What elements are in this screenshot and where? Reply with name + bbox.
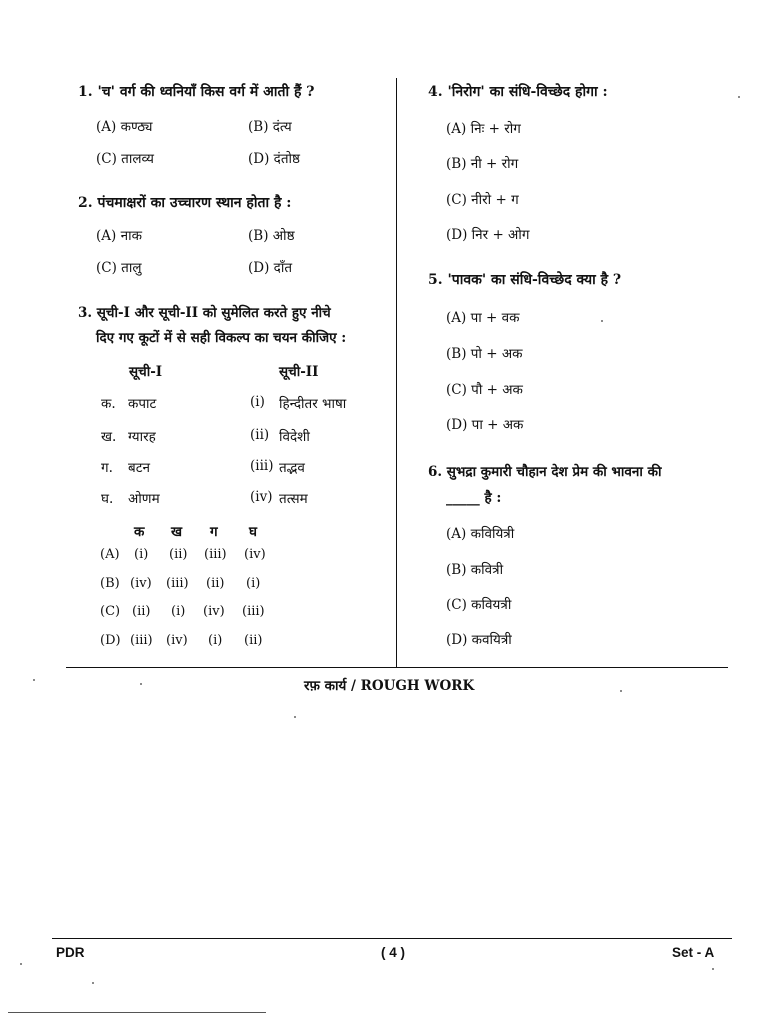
question-2-option-c[interactable] bbox=[96, 258, 142, 276]
option-text: नाक bbox=[120, 228, 142, 244]
code-value: (ii) bbox=[206, 576, 225, 591]
code-value: (iii) bbox=[130, 633, 153, 648]
question-6-option-a[interactable] bbox=[446, 524, 514, 542]
rough-work-heading: रफ़ कार्य / ROUGH WORK bbox=[304, 678, 475, 694]
option-text: कवियित्री bbox=[470, 526, 515, 542]
scan-speck bbox=[20, 963, 22, 965]
list-1-item-3: बटन bbox=[128, 460, 151, 476]
list-2-item-4: तत्सम bbox=[279, 491, 308, 507]
code-value: (iv) bbox=[166, 633, 188, 648]
option-text: पौ + अक bbox=[471, 382, 523, 398]
code-label: (A) bbox=[100, 547, 120, 562]
question-6-text-line2: _____ है : bbox=[446, 490, 502, 506]
option-label: (B) bbox=[446, 156, 467, 172]
option-text: निः + रोग bbox=[470, 121, 521, 137]
question-3-text-line2: दिए गए कूटों में से सही विकल्प का चयन कीजिए : bbox=[96, 330, 347, 346]
footer-rule bbox=[52, 938, 732, 939]
option-text: पा + अक bbox=[471, 417, 524, 433]
question-2-text: 2. पंचमाक्षरों का उच्चारण स्थान होता है : bbox=[78, 195, 292, 211]
list-2-key-4: (iv) bbox=[250, 489, 273, 505]
list-1-item-4: ओणम bbox=[128, 491, 160, 507]
question-4-text: 4. 'निरोग' का संधि-विच्छेद होगा : bbox=[428, 84, 608, 100]
question-1-option-c[interactable] bbox=[96, 149, 154, 167]
question-5-text: 5. 'पावक' का संधि-विच्छेद क्या है ? bbox=[428, 272, 622, 288]
code-value: (iii) bbox=[204, 547, 227, 562]
code-value: (iv) bbox=[130, 576, 152, 591]
code-value: (iii) bbox=[242, 604, 265, 619]
option-label: (D) bbox=[446, 632, 468, 648]
question-1-text: 1. 'च' वर्ग की ध्वनियाँ किस वर्ग में आती हैं ? bbox=[78, 84, 315, 100]
option-label: (D) bbox=[446, 227, 468, 243]
question-1-option-d[interactable] bbox=[248, 149, 300, 167]
question-4-option-b[interactable] bbox=[446, 154, 518, 172]
option-label: (C) bbox=[96, 260, 117, 276]
question-5-option-c[interactable] bbox=[446, 380, 523, 398]
option-label: (D) bbox=[248, 151, 270, 167]
question-6-option-c[interactable] bbox=[446, 595, 511, 613]
list-1-key-4: घ. bbox=[101, 491, 114, 507]
option-text: कण्ठ्य bbox=[120, 119, 153, 135]
option-text: दंत्य bbox=[272, 119, 292, 135]
code-value: (i) bbox=[246, 576, 261, 591]
content-bottom-rule bbox=[66, 667, 728, 668]
list-1-key-1: क. bbox=[101, 396, 116, 412]
option-text: पा + वक bbox=[470, 310, 520, 326]
option-text: कवयित्री bbox=[471, 632, 512, 648]
question-4-option-d[interactable] bbox=[446, 225, 529, 243]
bottom-edge-line bbox=[8, 1012, 266, 1013]
option-text: दंतोष्ठ bbox=[273, 151, 300, 167]
option-label: (A) bbox=[96, 228, 117, 244]
page-number: ( 4 ) bbox=[381, 945, 406, 960]
list-2-item-3: तद्भव bbox=[279, 460, 305, 476]
question-5-option-d[interactable] bbox=[446, 415, 523, 433]
list-2-item-1: हिन्दीतर भाषा bbox=[279, 396, 347, 412]
code-header-1: क bbox=[134, 524, 145, 540]
question-2-option-b[interactable] bbox=[248, 226, 295, 244]
option-label: (A) bbox=[446, 526, 467, 542]
set-label: Set - A bbox=[672, 945, 715, 960]
question-5-option-a[interactable] bbox=[446, 308, 520, 326]
option-label: (B) bbox=[248, 228, 269, 244]
code-label: (C) bbox=[100, 604, 121, 619]
option-text: ओष्ठ bbox=[272, 228, 295, 244]
question-1-option-b[interactable] bbox=[248, 117, 292, 135]
option-label: (D) bbox=[248, 260, 270, 276]
code-header-3: ग bbox=[210, 524, 218, 540]
option-label: (C) bbox=[446, 597, 467, 613]
option-text: कवित्री bbox=[470, 562, 504, 578]
option-text: तालु bbox=[121, 260, 142, 276]
scan-speck bbox=[33, 679, 35, 681]
list-1-item-2: ग्यारह bbox=[128, 429, 156, 445]
question-3-text-line1: 3. सूची-I और सूची-II को सुमेलित करते हुए नीचे bbox=[78, 305, 331, 321]
code-value: (iii) bbox=[166, 576, 189, 591]
question-4-option-a[interactable] bbox=[446, 119, 521, 137]
code-header-4: घ bbox=[249, 524, 257, 540]
scan-speck bbox=[601, 320, 603, 322]
list-2-key-3: (iii) bbox=[250, 458, 274, 474]
scan-speck bbox=[712, 968, 714, 970]
code-value: (i) bbox=[134, 547, 149, 562]
code-row-a[interactable] bbox=[96, 547, 276, 567]
list-2-key-2: (ii) bbox=[250, 427, 270, 443]
option-label: (B) bbox=[248, 119, 269, 135]
list-1-key-3: ग. bbox=[101, 460, 113, 476]
question-6-option-b[interactable] bbox=[446, 560, 503, 578]
question-6-text-line1: 6. सुभद्रा कुमारी चौहान देश प्रेम की भावना की bbox=[428, 464, 662, 480]
option-text: नीरो + ग bbox=[471, 192, 519, 208]
option-text: नी + रोग bbox=[470, 156, 519, 172]
code-value: (iv) bbox=[244, 547, 266, 562]
code-value: (ii) bbox=[244, 633, 263, 648]
option-text: तालव्य bbox=[121, 151, 154, 167]
scan-speck bbox=[294, 716, 296, 718]
code-label: (B) bbox=[100, 576, 120, 591]
option-label: (A) bbox=[96, 119, 117, 135]
question-2-option-d[interactable] bbox=[248, 258, 292, 276]
question-6-option-d[interactable] bbox=[446, 630, 512, 648]
code-header-2: ख bbox=[171, 524, 183, 540]
code-row-c[interactable] bbox=[96, 604, 276, 624]
option-label: (C) bbox=[96, 151, 117, 167]
scan-speck bbox=[738, 96, 740, 98]
scan-speck bbox=[92, 982, 94, 984]
code-value: (ii) bbox=[132, 604, 151, 619]
question-5-option-b[interactable] bbox=[446, 344, 523, 362]
column-divider bbox=[396, 78, 397, 668]
option-text: कवियत्री bbox=[471, 597, 512, 613]
code-row-d[interactable] bbox=[96, 633, 276, 653]
code-value: (i) bbox=[171, 604, 186, 619]
option-label: (A) bbox=[446, 310, 467, 326]
option-label: (B) bbox=[446, 562, 467, 578]
list-2-header: सूची-II bbox=[279, 364, 319, 380]
footer-code: PDR bbox=[56, 945, 85, 960]
option-label: (C) bbox=[446, 382, 467, 398]
list-1-header: सूची-I bbox=[129, 364, 163, 380]
scan-speck bbox=[140, 683, 142, 685]
code-value: (i) bbox=[208, 633, 223, 648]
list-2-item-2: विदेशी bbox=[279, 429, 310, 445]
list-1-key-2: ख. bbox=[101, 429, 117, 445]
question-1-option-a[interactable] bbox=[96, 117, 152, 135]
option-text: पो + अक bbox=[470, 346, 523, 362]
scan-speck bbox=[620, 690, 622, 692]
question-2-option-a[interactable] bbox=[96, 226, 142, 244]
list-1-item-1: कपाट bbox=[128, 396, 157, 412]
question-4-option-c[interactable] bbox=[446, 190, 519, 208]
option-label: (C) bbox=[446, 192, 467, 208]
code-value: (iv) bbox=[203, 604, 225, 619]
option-label: (B) bbox=[446, 346, 467, 362]
code-label: (D) bbox=[100, 633, 121, 648]
list-2-key-1: (i) bbox=[250, 394, 265, 410]
code-value: (ii) bbox=[169, 547, 188, 562]
option-text: निर + ओग bbox=[471, 227, 530, 243]
code-row-b[interactable] bbox=[96, 576, 276, 596]
option-label: (A) bbox=[446, 121, 467, 137]
option-text: दाँत bbox=[273, 260, 293, 276]
option-label: (D) bbox=[446, 417, 468, 433]
